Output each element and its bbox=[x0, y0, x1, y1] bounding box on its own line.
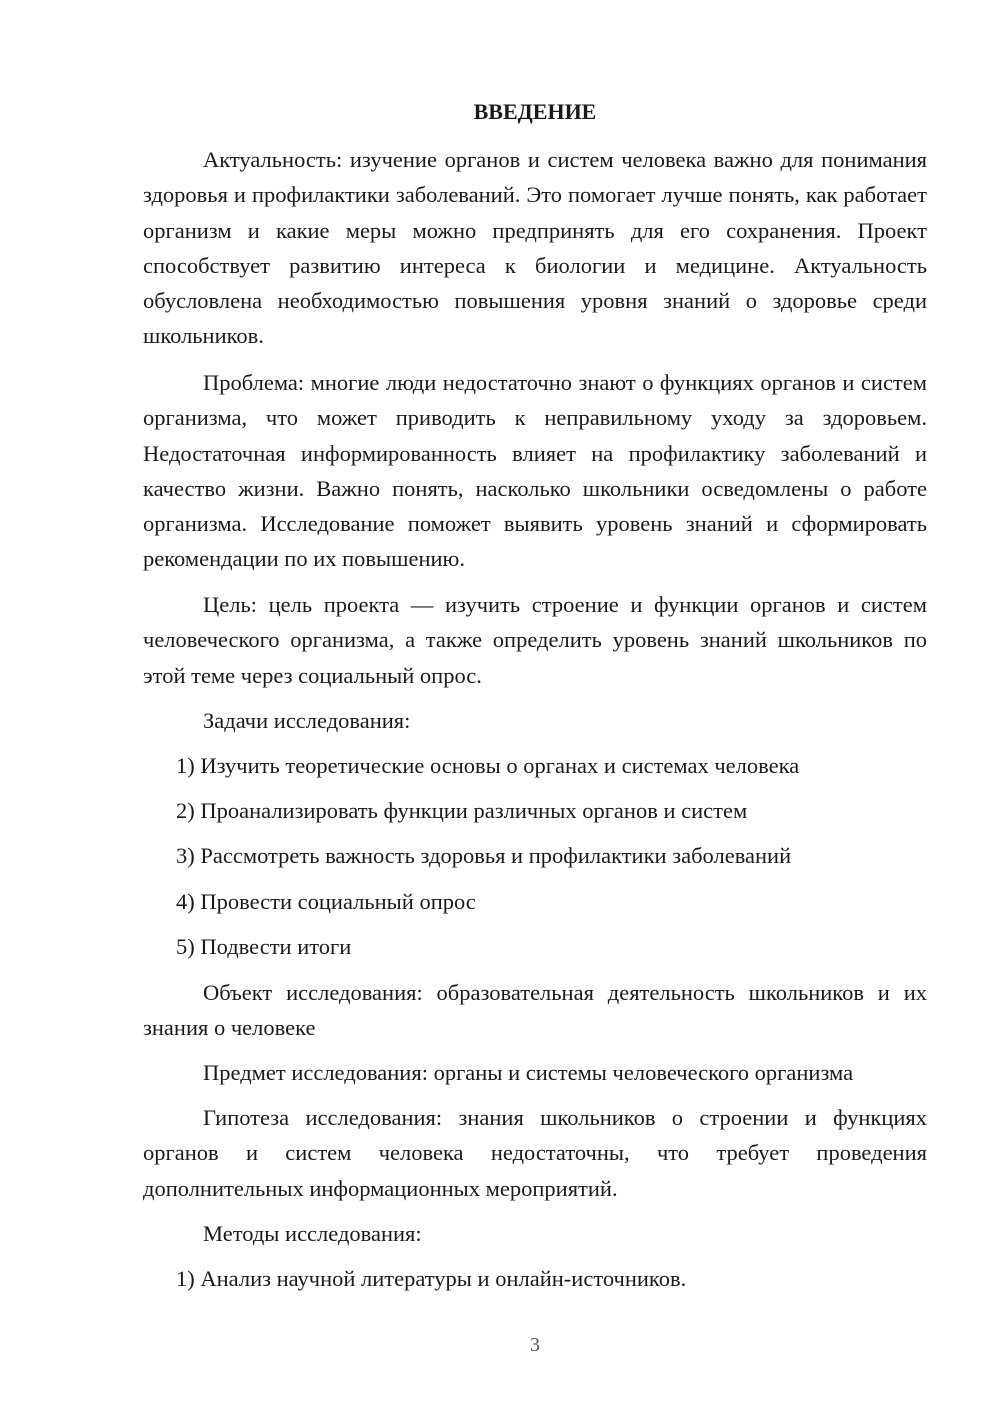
task-item-2: 2) Проанализировать функции различных органов и систем bbox=[176, 798, 748, 823]
task-item-5: 5) Подвести итоги bbox=[176, 934, 352, 959]
page-number: 3 bbox=[530, 1334, 540, 1356]
method-item-1: 1) Анализ научной литературы и онлайн-источников. bbox=[176, 1266, 687, 1291]
object-paragraph: Объект исследования: образовательная деятельность школьников и их знания о человеке bbox=[143, 980, 927, 1041]
task-item-1: 1) Изучить теоретические основы о органах и системах человека bbox=[176, 753, 800, 778]
subject-paragraph: Предмет исследования: органы и системы человеческого организма bbox=[203, 1060, 854, 1085]
page-title: ВВЕДЕНИЕ bbox=[473, 99, 597, 124]
goal-paragraph: Цель: цель проекта — изучить строение и функции органов и систем человеческого организма, а также определить уровень знаний школьников по этой теме через социальный опрос. bbox=[143, 592, 927, 688]
task-item-4: 4) Провести социальный опрос bbox=[176, 889, 476, 914]
problem-paragraph: Проблема: многие люди недостаточно знают о функциях органов и систем организма, что может приводить к неправильному уходу за здоровьем. Недостаточная информированность влияет на профилактику заболеваний и качество жизни. Важно понять, насколько школьники осведомлены о работе организма. Исследование поможет выявить уровень знаний и сформировать рекомендации по их повышению. bbox=[143, 370, 927, 572]
tasks-heading: Задачи исследования: bbox=[203, 708, 411, 733]
hypothesis-paragraph: Гипотеза исследования: знания школьников о строении и функциях органов и систем человека недостаточны, что требует проведения дополнительных информационных мероприятий. bbox=[143, 1105, 927, 1201]
task-item-3: 3) Рассмотреть важность здоровья и профилактики заболеваний bbox=[176, 843, 792, 868]
relevance-paragraph: Актуальность: изучение органов и систем человека важно для понимания здоровья и профилактики заболеваний. Это помогает лучше понять, как работает организм и какие меры можно предпринять для его сохранения. Проект способствует развитию интереса к биологии и медицине. Актуальность обусловлена необходимостью повышения уровня знаний о здоровье среди школьников. bbox=[143, 147, 927, 349]
methods-heading: Методы исследования: bbox=[203, 1221, 422, 1246]
